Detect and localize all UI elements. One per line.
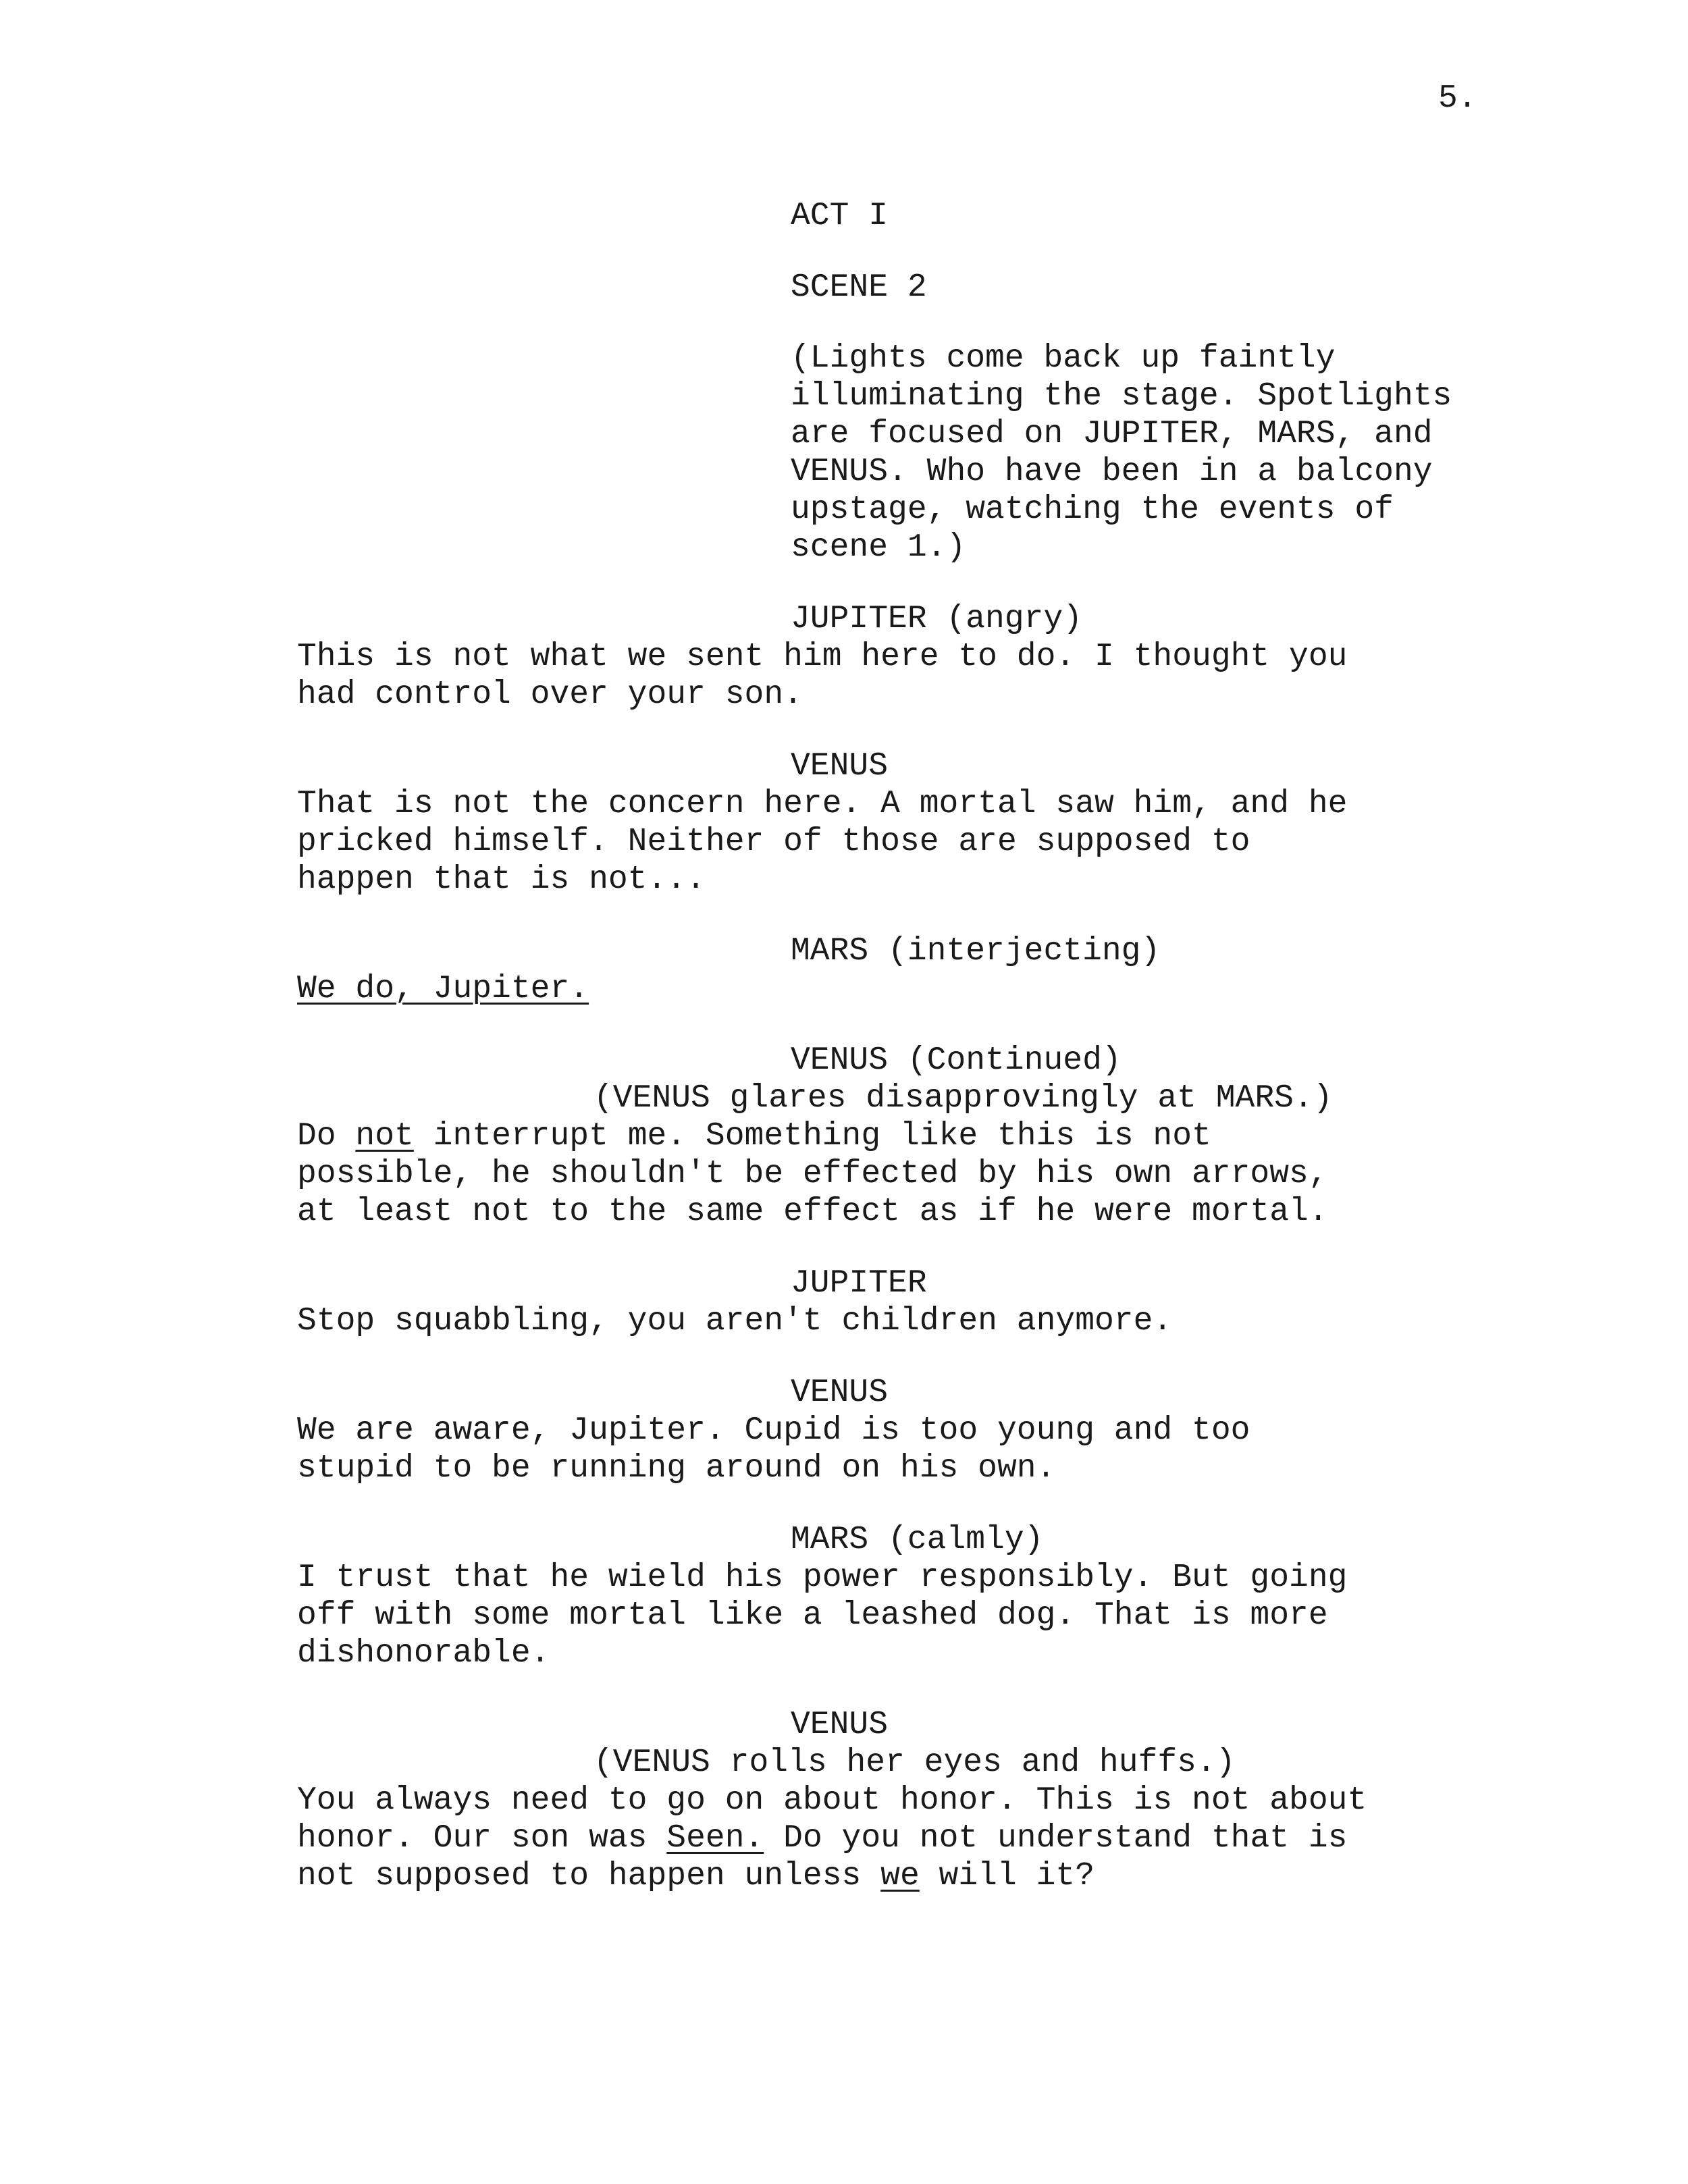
character-name: JUPITER: [791, 1265, 927, 1302]
dialogue-line: happen that is not...: [297, 861, 706, 898]
dialogue-line: We are aware, Jupiter. Cupid is too young and too: [297, 1412, 1250, 1449]
dialogue-line: I trust that he wield his power responsibly. But going: [297, 1560, 1348, 1596]
dialogue-line: at least not to the same effect as if he were mortal.: [297, 1194, 1328, 1230]
stage-direction-line: VENUS. Who have been in a balcony: [791, 454, 1433, 490]
parenthetical: (VENUS rolls her eyes and huffs.): [594, 1744, 1236, 1781]
underlined-text: We do, Jupiter.: [297, 971, 589, 1007]
dialogue-line: [297, 970, 589, 1008]
parenthetical: (VENUS glares disapprovingly at MARS.): [594, 1080, 1333, 1117]
underlined-text: Seen.: [666, 1820, 764, 1857]
text-segment: honor. Our son was: [297, 1820, 667, 1857]
page-number: 5.: [1438, 80, 1477, 117]
underlined-text: not: [355, 1118, 414, 1154]
text-segment: interrupt me. Something like this is not: [413, 1118, 1211, 1154]
dialogue-line: dishonorable.: [297, 1635, 550, 1672]
character-name: VENUS (Continued): [791, 1042, 1122, 1079]
text-segment: will it?: [919, 1858, 1094, 1894]
character-name: VENUS: [791, 1375, 889, 1411]
character-name: VENUS: [791, 748, 889, 784]
stage-direction-line: upstage, watching the events of: [791, 491, 1394, 528]
stage-direction-line: scene 1.): [791, 529, 966, 566]
stage-direction-line: illuminating the stage. Spotlights: [791, 378, 1452, 415]
dialogue-line: You always need to go on about honor. This is not about: [297, 1782, 1367, 1819]
dialogue-line: had control over your son.: [297, 676, 803, 713]
stage-direction-line: are focused on JUPITER, MARS, and: [791, 416, 1433, 452]
act-heading: ACT I: [791, 198, 889, 234]
stage-direction-line: (Lights come back up faintly: [791, 340, 1336, 377]
text-segment: Do: [297, 1118, 356, 1154]
text-segment: not supposed to happen unless: [297, 1858, 881, 1894]
dialogue-line: [297, 1857, 1094, 1895]
dialogue-line: off with some mortal like a leashed dog. That is more: [297, 1597, 1328, 1634]
dialogue-line: Stop squabbling, you aren't children anymore.: [297, 1303, 1173, 1339]
character-name: JUPITER (angry): [791, 601, 1083, 637]
dialogue-line: stupid to be running around on his own.: [297, 1450, 1056, 1487]
dialogue-line: [297, 1117, 1211, 1155]
dialogue-line: That is not the concern here. A mortal saw him, and he: [297, 786, 1348, 822]
text-segment: Do you not understand that is: [764, 1820, 1348, 1857]
character-name: MARS (interjecting): [791, 933, 1161, 969]
dialogue-line: [297, 1819, 1347, 1857]
dialogue-line: possible, he shouldn't be effected by his own arrows,: [297, 1156, 1328, 1192]
dialogue-line: This is not what we sent him here to do. I thought you: [297, 639, 1348, 675]
underlined-text: we: [880, 1858, 920, 1894]
character-name: MARS (calmly): [791, 1522, 1044, 1558]
character-name: VENUS: [791, 1707, 889, 1743]
scene-heading: SCENE 2: [791, 269, 927, 306]
dialogue-line: pricked himself. Neither of those are supposed to: [297, 824, 1250, 860]
